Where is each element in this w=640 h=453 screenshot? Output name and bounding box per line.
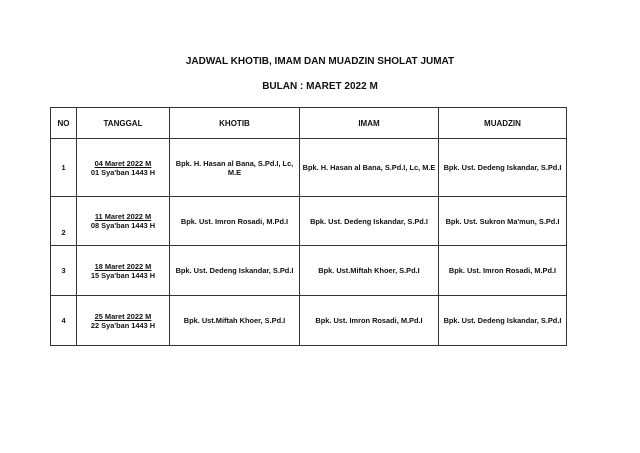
date-hijri: 22 Sya'ban 1443 H: [90, 320, 156, 330]
cell-tanggal: [77, 197, 170, 246]
cell-khotib: Bpk. Ust. Imron Rosadi, M.Pd.I: [170, 197, 300, 246]
header-tanggal: TANGGAL: [77, 108, 170, 139]
date-masehi: 18 Maret 2022 M: [94, 261, 152, 271]
date-masehi: 11 Maret 2022 M: [94, 212, 152, 221]
schedule-table: [50, 107, 567, 346]
cell-imam: Bpk. Ust.Miftah Khoer, S.Pd.I: [300, 246, 439, 296]
cell-khotib: Bpk. Ust. Dedeng Iskandar, S.Pd.I: [170, 246, 300, 296]
cell-imam: Bpk. H. Hasan al Bana, S.Pd.I, Lc, M.E: [300, 139, 439, 197]
cell-imam: Bpk. Ust. Dedeng Iskandar, S.Pd.I: [300, 197, 439, 246]
cell-imam: Bpk. Ust. Imron Rosadi, M.Pd.I: [300, 296, 439, 346]
table-row: [51, 139, 567, 197]
document-title: JADWAL KHOTIB, IMAM DAN MUADZIN SHOLAT JUMAT: [185, 56, 455, 67]
date-masehi: 25 Maret 2022 M: [94, 311, 152, 321]
date-hijri: 01 Sya'ban 1443 H: [90, 167, 156, 177]
table-row: [51, 296, 567, 346]
header-imam: IMAM: [300, 108, 439, 139]
cell-khotib: Bpk. Ust.Miftah Khoer, S.Pd.I: [170, 296, 300, 346]
document-subtitle: BULAN : MARET 2022 M: [262, 81, 378, 92]
cell-no: 2: [51, 197, 77, 246]
cell-no: 4: [51, 296, 77, 346]
cell-muadzin: Bpk. Ust. Dedeng Iskandar, S.Pd.I: [439, 296, 567, 346]
table-header-row: [51, 108, 567, 139]
cell-muadzin: Bpk. Ust. Imron Rosadi, M.Pd.I: [439, 246, 567, 296]
cell-no: 1: [51, 139, 77, 197]
cell-muadzin: Bpk. Ust. Sukron Ma'mun, S.Pd.I: [439, 197, 567, 246]
date-hijri: 08 Sya'ban 1443 H: [90, 221, 156, 230]
cell-muadzin: Bpk. Ust. Dedeng Iskandar, S.Pd.I: [439, 139, 567, 197]
table-row: [51, 197, 567, 246]
date-hijri: 15 Sya'ban 1443 H: [90, 270, 156, 280]
cell-tanggal: [77, 296, 170, 346]
cell-tanggal: [77, 246, 170, 296]
header-no: NO: [51, 108, 77, 139]
header-khotib: KHOTIB: [170, 108, 300, 139]
cell-tanggal: [77, 139, 170, 197]
table-row: [51, 246, 567, 296]
cell-no: 3: [51, 246, 77, 296]
header-muadzin: MUADZIN: [439, 108, 567, 139]
date-masehi: 04 Maret 2022 M: [94, 158, 152, 168]
cell-khotib: Bpk. H. Hasan al Bana, S.Pd.I, Lc, M.E: [170, 139, 300, 197]
